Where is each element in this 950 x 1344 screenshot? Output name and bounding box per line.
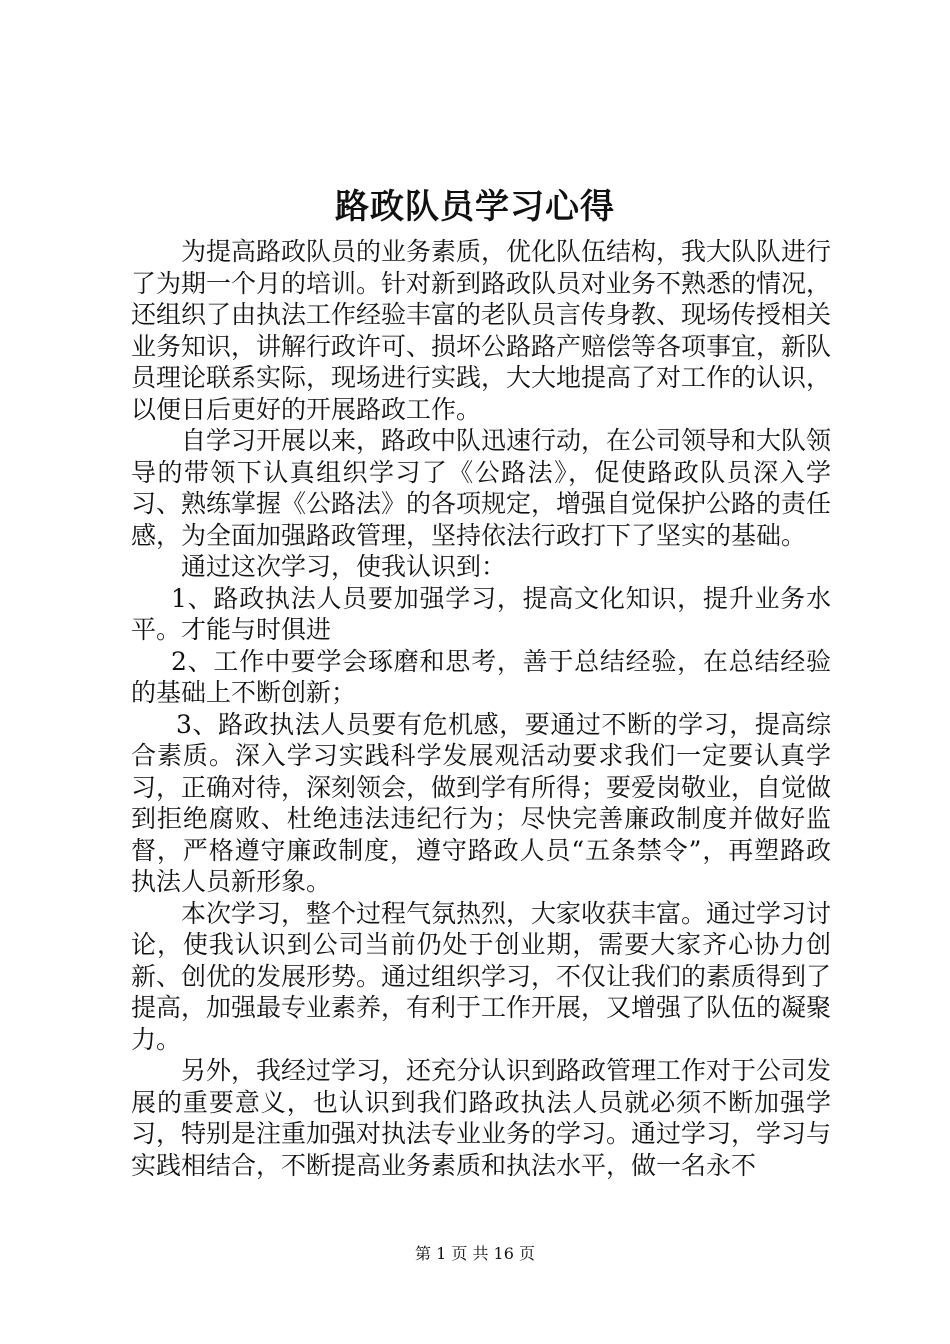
document-body — [131, 236, 831, 1181]
page-number-footer: 第 1 页 共 16 页 — [415, 1244, 535, 1263]
paragraph-point-1: 1、路政执法人员要加强学习，提高文化知识，提升业务水平。才能与时俱进 — [131, 583, 831, 644]
paragraph-point-2: 2、工作中要学会琢磨和思考，善于总结经验，在总结经验的基础上不断创新； — [131, 646, 831, 707]
paragraph-point-3: 3、路政执法人员要有危机感，要通过不断的学习，提高综合素质。深入学习实践科学发展观活动要求我们一定要认真学习，正确对待，深刻领会，做到学有所得；要爱岗敬业，自觉做到拒绝腐败、杜绝违法违纪行为；尽快完善廉政制度并做好监督，严格遵守廉政制度，遵守路政人员“五条禁令”，再塑路政执法人员新形象。 — [131, 709, 832, 896]
paragraph-study-launch: 自学习开展以来，路政中队迅速行动，在公司领导和大队领导的带领下认真组织学习了《公路法》，促使路政队员深入学习、熟练掌握《公路法》的各项规定，增强自觉保护公路的责任感，为全面加强路政管理，坚持依法行政打下了坚实的基础。 — [131, 426, 832, 550]
paragraph-study-summary: 本次学习，整个过程气氛热烈，大家收获丰富。通过学习讨论，使我认识到公司当前仍处于创业期，需要大家齐心协力创新、创优的发展形势。通过组织学习，不仅让我们的素质得到了提高，加强最专业素养，有利于工作开展，又增强了队伍的凝聚力。 — [131, 898, 832, 1054]
paragraph-training: 为提高路政队员的业务素质，优化队伍结构，我大队队进行了为期一个月的培训。针对新到路政队员对业务不熟悉的情况，还组织了由执法工作经验丰富的老队员言传身教、现场传授相关业务知识，讲解行政许可、损坏公路路产赔偿等各项事宜，新队员理论联系实际，现场进行实践，大大地提高了对工作的认识，以便日后更好的开展路政工作。 — [131, 237, 832, 424]
paragraph-realization-intro: 通过这次学习，使我认识到： — [181, 552, 507, 581]
paragraph-additional: 另外，我经过学习，还充分认识到路政管理工作对于公司发展的重要意义，也认识到我们路政执法人员就必须不断加强学习，特别是注重加强对执法专业业务的学习。通过学习，学习与实践相结合，不断提高业务素质和执法水平，做一名永不 — [131, 1056, 832, 1180]
document-title: 路政队员学习心得 — [335, 187, 615, 227]
